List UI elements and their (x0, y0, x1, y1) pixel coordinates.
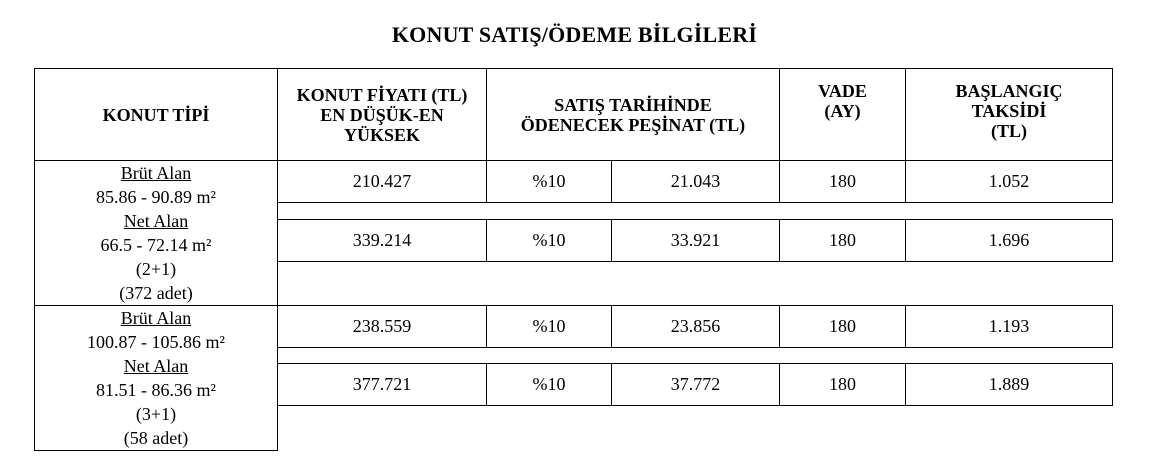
percent-cell (486, 160, 612, 203)
pesinat-cell (611, 305, 780, 348)
vade-value: 180 (829, 374, 856, 394)
vade-cell (779, 219, 906, 262)
vade-cell (779, 160, 906, 203)
vade-value: 180 (829, 171, 856, 191)
pesinat-value: 33.921 (670, 230, 721, 250)
pesinat-cell (611, 160, 780, 203)
taksit-value: 1.193 (988, 316, 1030, 336)
header-vade-line2: (AY) (824, 101, 861, 121)
header-konut-fiyati (277, 68, 487, 161)
price-value: 339.214 (352, 230, 412, 250)
konut-tipi-cell-1 (34, 160, 278, 306)
percent-cell (486, 305, 612, 348)
price-cell (277, 363, 487, 406)
price-cell (277, 160, 487, 203)
brut-alan-label: Brüt Alan (120, 308, 192, 328)
price-cell (277, 219, 487, 262)
header-pesinat (486, 68, 780, 161)
net-alan-value: 66.5 - 72.14 m² (100, 235, 212, 255)
unit-count: (372 adet) (119, 283, 193, 303)
header-vade-line1: VADE (818, 81, 867, 101)
net-alan-value: 81.51 - 86.36 m² (96, 380, 216, 400)
pesinat-value: 21.043 (670, 171, 721, 191)
pesinat-cell (611, 363, 780, 406)
header-konut-fiyati-line2: EN DÜŞÜK-EN (320, 104, 444, 125)
header-pesinat-line1: SATIŞ TARİHİNDE (554, 94, 712, 115)
net-alan-label: Net Alan (123, 211, 189, 231)
room-count: (3+1) (135, 404, 177, 424)
vade-value: 180 (829, 230, 856, 250)
header-konut-tipi (34, 68, 278, 161)
percent-cell (486, 363, 612, 406)
taksit-cell (905, 363, 1113, 406)
header-konut-tipi-label: KONUT TİPİ (102, 104, 210, 125)
pesinat-value: 37.772 (670, 374, 721, 394)
taksit-cell (905, 305, 1113, 348)
taksit-value: 1.889 (988, 374, 1030, 394)
taksit-value: 1.696 (988, 230, 1030, 250)
taksit-cell (905, 160, 1113, 203)
header-taksit (905, 68, 1113, 161)
header-vade (779, 68, 906, 161)
price-value: 238.559 (352, 316, 412, 336)
taksit-cell (905, 219, 1113, 262)
vade-cell (779, 305, 906, 348)
percent-cell (486, 219, 612, 262)
percent-value: %10 (532, 171, 566, 191)
konut-tipi-cell-2 (34, 305, 278, 451)
pesinat-value: 23.856 (670, 316, 721, 336)
percent-value: %10 (532, 374, 566, 394)
header-taksit-line2: TAKSİDİ (971, 101, 1047, 121)
price-value: 210.427 (352, 171, 412, 191)
brut-alan-label: Brüt Alan (120, 163, 192, 183)
price-value: 377.721 (352, 374, 412, 394)
brut-alan-value: 100.87 - 105.86 m² (87, 332, 225, 352)
price-cell (277, 305, 487, 348)
page-title: KONUT SATIŞ/ÖDEME BİLGİLERİ (391, 22, 758, 47)
pesinat-cell (611, 219, 780, 262)
header-konut-fiyati-line1: KONUT FİYATI (TL) (296, 84, 468, 105)
room-count: (2+1) (135, 259, 177, 279)
net-alan-label: Net Alan (123, 356, 189, 376)
header-taksit-line1: BAŞLANGIÇ (955, 81, 1063, 101)
unit-count: (58 adet) (123, 428, 189, 448)
header-konut-fiyati-line3: YÜKSEK (343, 124, 421, 145)
brut-alan-value: 85.86 - 90.89 m² (96, 187, 216, 207)
taksit-value: 1.052 (988, 171, 1030, 191)
header-pesinat-line2: ÖDENECEK PEŞİNAT (TL) (520, 114, 746, 135)
percent-value: %10 (532, 230, 566, 250)
vade-value: 180 (829, 316, 856, 336)
percent-value: %10 (532, 316, 566, 336)
vade-cell (779, 363, 906, 406)
header-taksit-line3: (TL) (991, 121, 1027, 141)
